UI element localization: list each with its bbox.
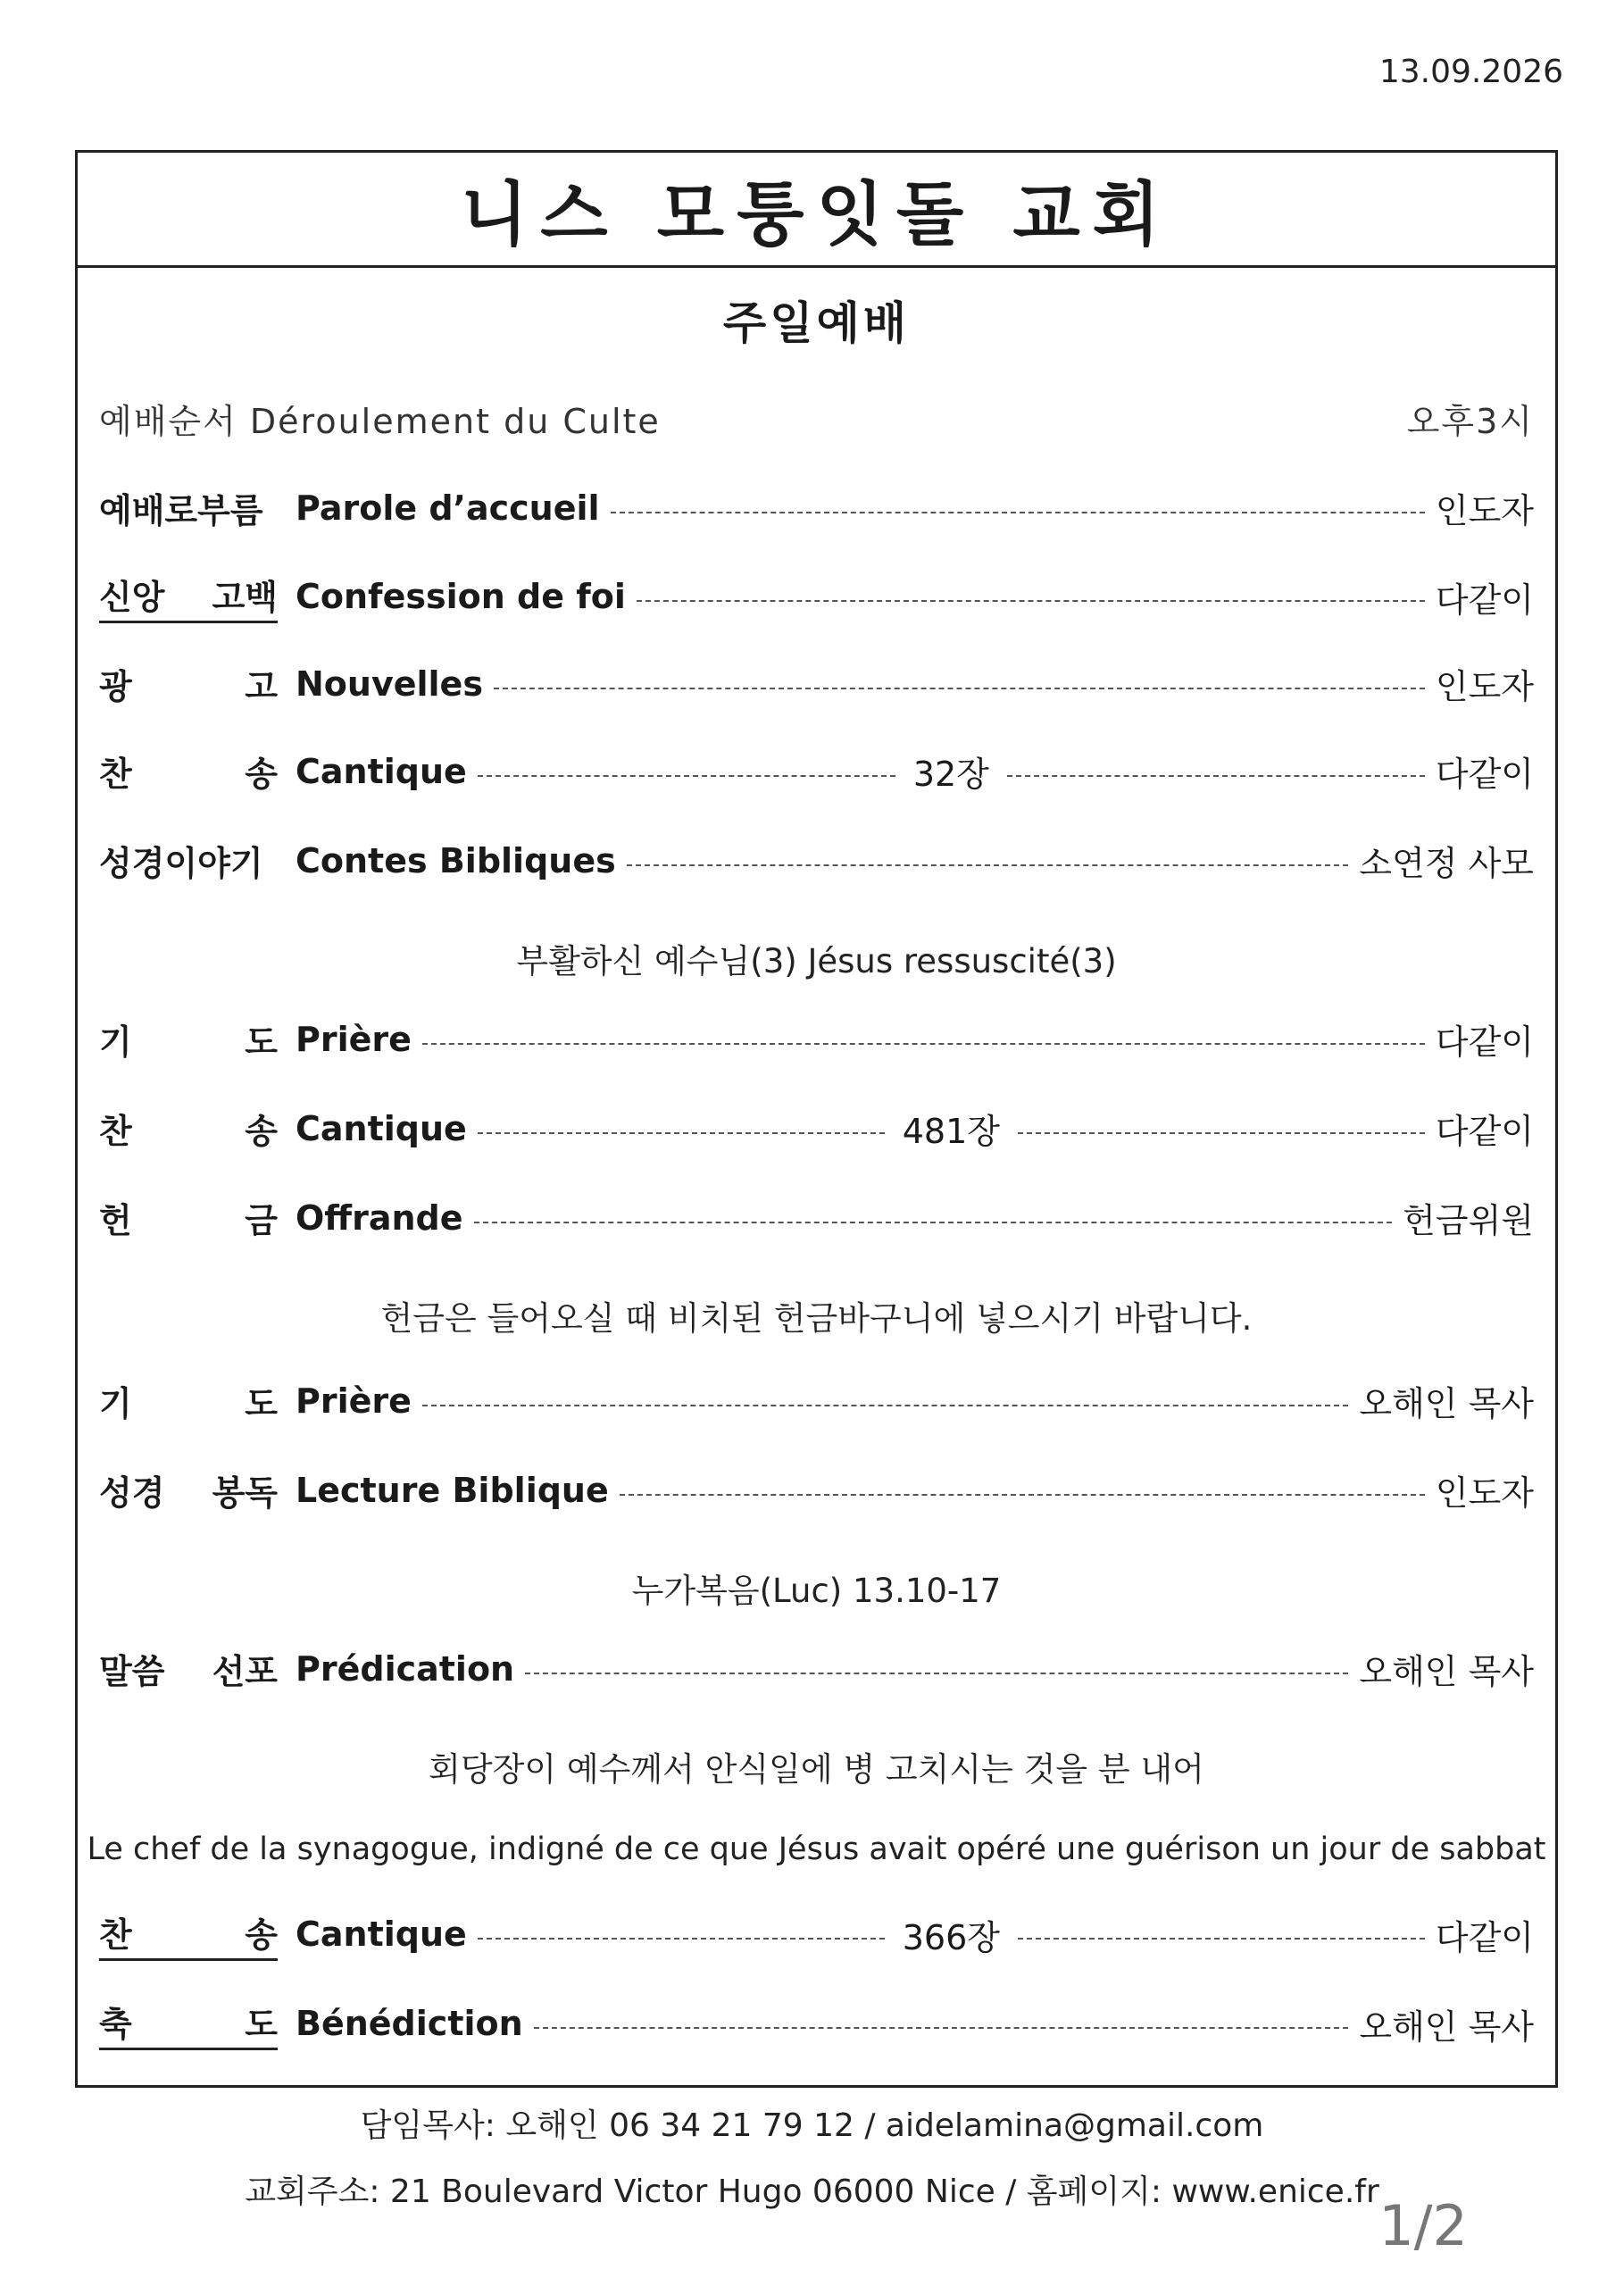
dotted-leader [1007, 775, 1425, 777]
order-label: 예배순서 Déroulement du Culte [99, 402, 661, 441]
order-item-scripture [99, 1465, 1534, 1514]
dotted-leader [1018, 1132, 1425, 1134]
pastor-contact: 담임목사: 오해인 06 34 21 79 12 / aidelamina@gmail.com [360, 2107, 1264, 2144]
order-item-hymn-2 [99, 1104, 1534, 1153]
dotted-leader [474, 1222, 1393, 1223]
item-leader: 인도자 [1435, 667, 1534, 706]
order-item-benediction [99, 1997, 1534, 2050]
church-address: 교회주소: 21 Boulevard Victor Hugo 06000 Nice / 홈페이지: www.enice.fr [245, 2173, 1379, 2210]
item-fr: Nouvelles [296, 663, 483, 704]
item-ko: 성경이야기 [99, 844, 263, 883]
order-item-news [99, 659, 1534, 708]
item-leader: 인도자 [1435, 491, 1534, 530]
sermon-title-fr: Le chef de la synagogue, indigné de ce que Jésus avait opéré une guérison un jour de sabbat [87, 1831, 1546, 1867]
dotted-leader [478, 1938, 885, 1940]
order-item-prayer-2 [99, 1376, 1534, 1425]
dotted-leader [422, 1043, 1425, 1045]
item-fr: Prière [296, 1019, 412, 1059]
item-leader: 헌금위원 [1403, 1201, 1534, 1240]
order-item-bible-stories [99, 836, 1534, 885]
item-leader: 다같이 [1435, 755, 1534, 794]
item-ko: 찬 송 [99, 755, 278, 794]
order-item-hymn-1 [99, 747, 1534, 796]
scripture-reference: 누가복음(Luc) 13.10-17 [631, 1572, 1002, 1610]
item-ko: 광 고 [99, 667, 278, 706]
order-item-welcome [99, 483, 1534, 532]
item-fr: Parole d’accueil [296, 488, 600, 528]
item-fr: Offrande [296, 1197, 463, 1238]
item-ko: 찬 송 [99, 1907, 278, 1961]
item-leader: 소연정 사모 [1359, 844, 1534, 883]
order-item-confession [99, 570, 1534, 623]
sermon-title-ko: 회당장이 예수께서 안식일에 병 고치시는 것을 분 내어 [429, 1750, 1204, 1789]
order-item-hymn-3 [99, 1907, 1534, 1961]
dotted-leader [611, 512, 1425, 513]
item-leader: 다같이 [1435, 1112, 1534, 1151]
item-fr: Lecture Biblique [296, 1470, 609, 1510]
item-ko: 말씀 선포 [99, 1652, 278, 1691]
item-leader: 다같이 [1435, 580, 1534, 620]
item-ko: 기 도 [99, 1022, 278, 1062]
item-ko: 축 도 [99, 1997, 278, 2050]
dotted-leader [422, 1405, 1348, 1406]
item-fr: Prière [296, 1381, 412, 1421]
dotted-leader [478, 1132, 885, 1134]
dotted-leader [494, 688, 1425, 689]
hymn-number: 366장 [902, 1917, 1000, 1957]
page-indicator: 1/2 [1378, 2193, 1468, 2258]
order-item-prayer-1 [99, 1014, 1534, 1064]
item-fr: Prédication [296, 1648, 515, 1689]
item-fr: Cantique [296, 1915, 467, 1954]
church-name: 니스 모퉁잇돌 교회 [78, 153, 1555, 268]
order-item-sermon [99, 1644, 1534, 1693]
service-time: 오후3시 [1406, 402, 1534, 441]
item-fr: Bénédiction [296, 2004, 523, 2043]
item-ko: 찬 송 [99, 1112, 278, 1151]
item-leader: 오해인 목사 [1359, 1652, 1534, 1691]
dotted-leader [525, 1673, 1348, 1674]
order-header [99, 394, 1534, 443]
item-fr: Contes Bibliques [296, 840, 616, 880]
bulletin-frame [75, 150, 1558, 2088]
item-ko: 신앙 고백 [99, 570, 278, 623]
item-fr: Cantique [296, 751, 467, 791]
item-ko: 성경 봉독 [99, 1473, 278, 1513]
dotted-leader [1018, 1938, 1425, 1940]
offering-note: 헌금은 들어오실 때 비치된 헌금바구니에 넣으시기 바랍니다. [380, 1299, 1253, 1338]
bulletin-date: 13.09.2026 [1378, 54, 1563, 90]
dotted-leader [478, 775, 895, 777]
dotted-leader [637, 600, 1425, 602]
item-leader: 다같이 [1435, 1917, 1534, 1957]
item-fr: Cantique [296, 1108, 467, 1148]
hymn-number: 481장 [902, 1112, 1000, 1151]
item-ko: 기 도 [99, 1384, 278, 1423]
dotted-leader [627, 864, 1349, 866]
item-leader: 인도자 [1435, 1473, 1534, 1513]
order-item-offering [99, 1193, 1534, 1242]
dotted-leader [620, 1494, 1425, 1496]
item-leader: 오해인 목사 [1359, 2007, 1534, 2047]
hymn-number: 32장 [912, 755, 989, 794]
item-ko: 예배로부름 [99, 491, 263, 530]
story-title: 부활하신 예수님(3) Jésus ressuscité(3) [516, 942, 1117, 980]
dotted-leader [534, 2027, 1349, 2029]
item-fr: Confession de foi [296, 577, 626, 616]
item-leader: 다같이 [1435, 1022, 1534, 1062]
item-ko: 헌 금 [99, 1201, 278, 1240]
item-leader: 오해인 목사 [1359, 1384, 1534, 1423]
service-title: 주일예배 [722, 297, 911, 349]
